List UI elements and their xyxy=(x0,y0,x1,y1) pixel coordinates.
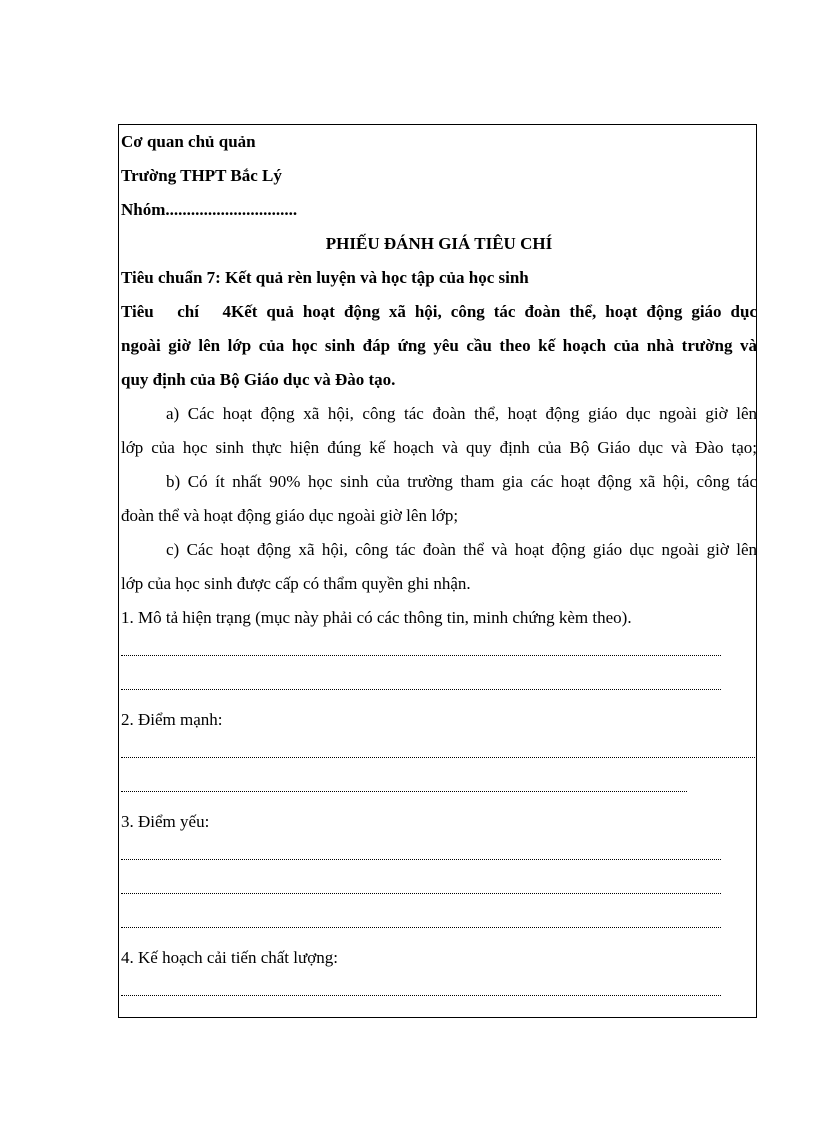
item-a-line-2: lớp của học sinh thực hiện đúng kế hoạch và quy định của Bộ Giáo dục và Đào tạo; xyxy=(121,438,757,457)
section-1-blank-line[interactable] xyxy=(121,635,757,669)
section-2-blank-line[interactable] xyxy=(121,771,757,805)
section-4-blank-line[interactable] xyxy=(121,975,757,1009)
agency-label: Cơ quan chủ quản xyxy=(121,132,256,151)
criterion-line-1 xyxy=(121,295,757,329)
school-name: Trường THPT Bắc Lý xyxy=(121,166,282,185)
item-b-line-2: đoàn thể và hoạt động giáo dục ngoài giờ lên lớp; xyxy=(121,506,459,525)
section-3-blank-line[interactable] xyxy=(121,873,757,907)
form-content xyxy=(121,125,757,1009)
section-1-blank-line[interactable] xyxy=(121,669,757,703)
criterion-line-2: ngoài giờ lên lớp của học sinh đáp ứng yêu cầu theo kế hoạch của nhà trường và xyxy=(121,336,757,355)
section-3-heading: 3. Điểm yếu: xyxy=(121,812,210,831)
item-c-line-2: lớp của học sinh được cấp có thẩm quyền ghi nhận. xyxy=(121,574,471,593)
section-3-blank-line[interactable] xyxy=(121,907,757,941)
section-2-blank-line[interactable] xyxy=(121,737,757,771)
group-field: Nhóm............................... xyxy=(121,200,298,219)
item-c-line-1: c) Các hoạt động xã hội, công tác đoàn thể và hoạt động giáo dục ngoài giờ lên xyxy=(166,540,757,559)
criterion-label: Tiêu chí 4 xyxy=(121,302,231,321)
section-1-heading: 1. Mô tả hiện trạng (mục này phải có các thông tin, minh chứng kèm theo). xyxy=(121,608,632,627)
section-3-blank-line[interactable] xyxy=(121,839,757,873)
section-4-heading: 4. Kế hoạch cải tiến chất lượng: xyxy=(121,948,338,967)
criterion-text-1: Kết quả hoạt động xã hội, công tác đoàn thể, hoạt động giáo dục xyxy=(231,302,757,321)
item-a-line-1: a) Các hoạt động xã hội, công tác đoàn thể, hoạt động giáo dục ngoài giờ lên xyxy=(166,404,757,423)
criterion-line-3: quy định của Bộ Giáo dục và Đào tạo. xyxy=(121,370,396,389)
item-b-line-1: b) Có ít nhất 90% học sinh của trường tham gia các hoạt động xã hội, công tác xyxy=(166,472,757,491)
form-title: PHIẾU ĐÁNH GIÁ TIÊU CHÍ xyxy=(325,234,553,253)
standard-heading: Tiêu chuẩn 7: Kết quả rèn luyện và học tập của học sinh xyxy=(121,268,529,287)
section-2-heading: 2. Điểm mạnh: xyxy=(121,710,223,729)
evaluation-form-frame xyxy=(118,124,757,1018)
